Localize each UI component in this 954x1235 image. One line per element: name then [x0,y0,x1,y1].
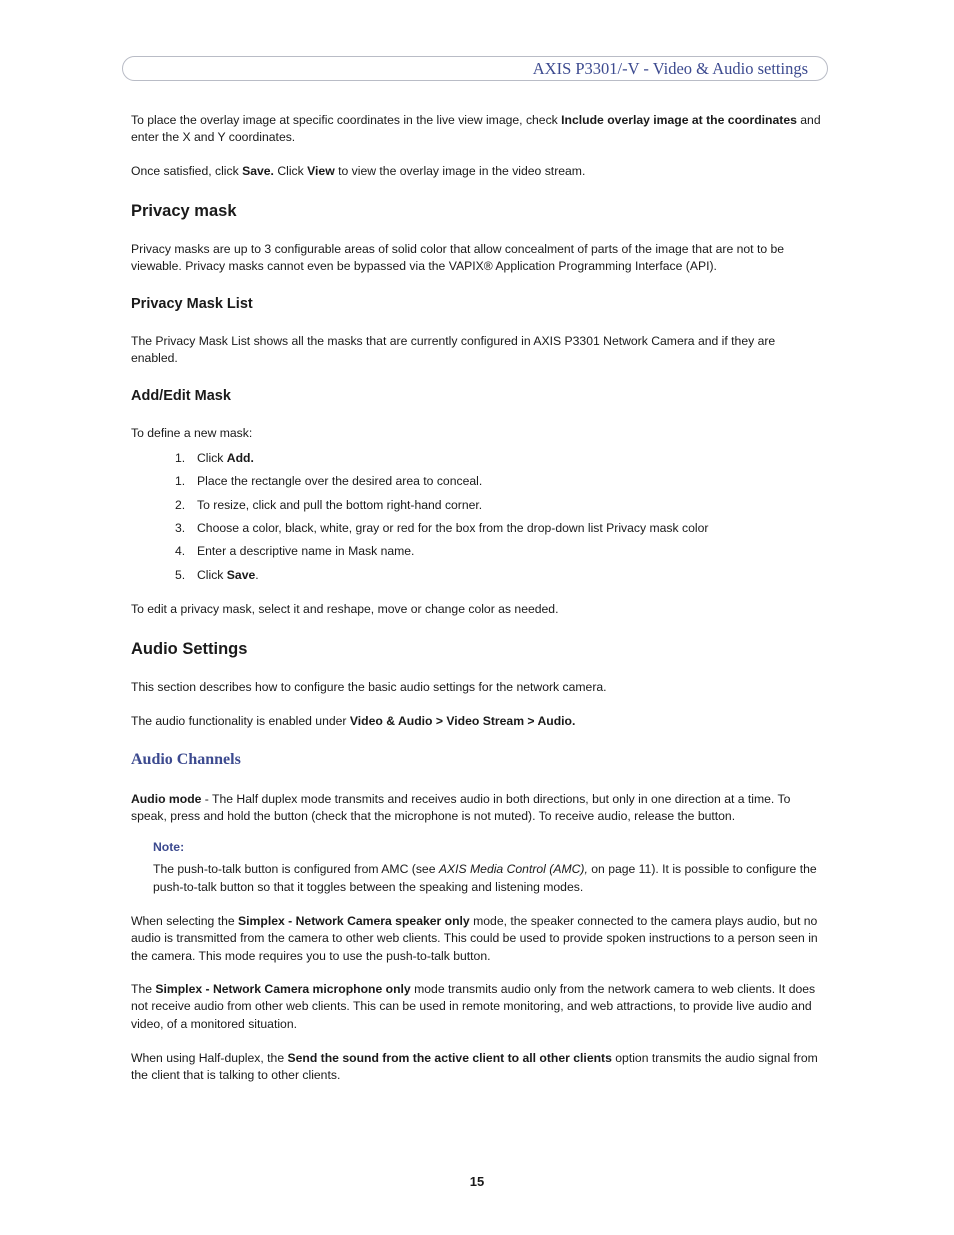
page-number: 15 [469,1174,485,1189]
overlay-paragraph-1: To place the overlay image at specific coordinates in the live view image, check Include overlay image at the coordinates and enter the X and Y coordinates. [131,113,821,145]
audio-mode-paragraph: Audio mode - The Half duplex mode transmits and receives audio in both directions, but only in one direction at a time. To speak, press and hold the button (check that the microphone is not muted). To receive audio, release the button. [131,792,791,824]
add-edit-mask-heading: Add/Edit Mask [131,388,231,404]
add-mask-intro: To define a new mask: [131,426,253,440]
audio-settings-paragraph-1: This section describes how to configure the basic audio settings for the network camera. [131,680,607,694]
list-item: 5. Click Save. [175,568,259,582]
privacy-mask-paragraph: Privacy masks are up to 3 configurable areas of solid color that allow concealment of parts of the image that are not to be viewable. Privacy masks cannot even be bypassed via the VAPIX® Application Programming Interface (API). [131,242,785,274]
list-item: 4. Enter a descriptive name in Mask name. [175,544,415,558]
note-label: Note: [153,840,185,854]
running-header-title: AXIS P3301/-V - Video & Audio settings [532,59,808,78]
edit-mask-paragraph: To edit a privacy mask, select it and reshape, move or change color as needed. [131,602,559,616]
audio-settings-paragraph-2: The audio functionality is enabled under Video & Audio > Video Stream > Audio. [131,714,576,728]
speaker-only-paragraph: When selecting the Simplex - Network Camera speaker only mode, the speaker connected to the camera plays audio, but no audio is transmitted from the camera to other web clients. This could be used to provide spoken instructions to a person seen in the camera. This mode requires you to use the push-to-talk button. [131,914,818,963]
list-item: 1. Place the rectangle over the desired area to conceal. [175,474,483,488]
privacy-mask-list-paragraph: The Privacy Mask List shows all the masks that are currently configured in AXIS P3301 Network Camera and if they are enabled. [131,334,776,366]
list-item: 3. Choose a color, black, white, gray or red for the box from the drop-down list Privacy mask color [175,521,709,535]
half-duplex-paragraph: When using Half-duplex, the Send the sound from the active client to all other clients option transmits the audio signal from the client that is talking to other clients. [131,1051,818,1083]
privacy-mask-list-heading: Privacy Mask List [131,296,253,312]
list-item: 1. Click Add. [175,451,254,465]
microphone-only-paragraph: The Simplex - Network Camera microphone only mode transmits audio only from the network camera to web clients. It does not receive audio from other web clients. This can be used in remote monitoring, and web attractions, to provide live audio and video, of a monitored situation. [131,982,816,1031]
list-item: 2. To resize, click and pull the bottom right-hand corner. [175,498,483,512]
overlay-paragraph-2: Once satisfied, click Save. Click View to view the overlay image in the video stream. [131,164,586,178]
note-text: The push-to-talk button is configured from AMC (see AXIS Media Control (AMC), on page 11). It is possible to configure the push-to-talk button so that it toggles between the speaking and listening modes. [153,862,817,894]
audio-settings-heading: Audio Settings [131,640,248,658]
privacy-mask-heading: Privacy mask [131,202,237,220]
audio-channels-heading: Audio Channels [131,751,241,768]
